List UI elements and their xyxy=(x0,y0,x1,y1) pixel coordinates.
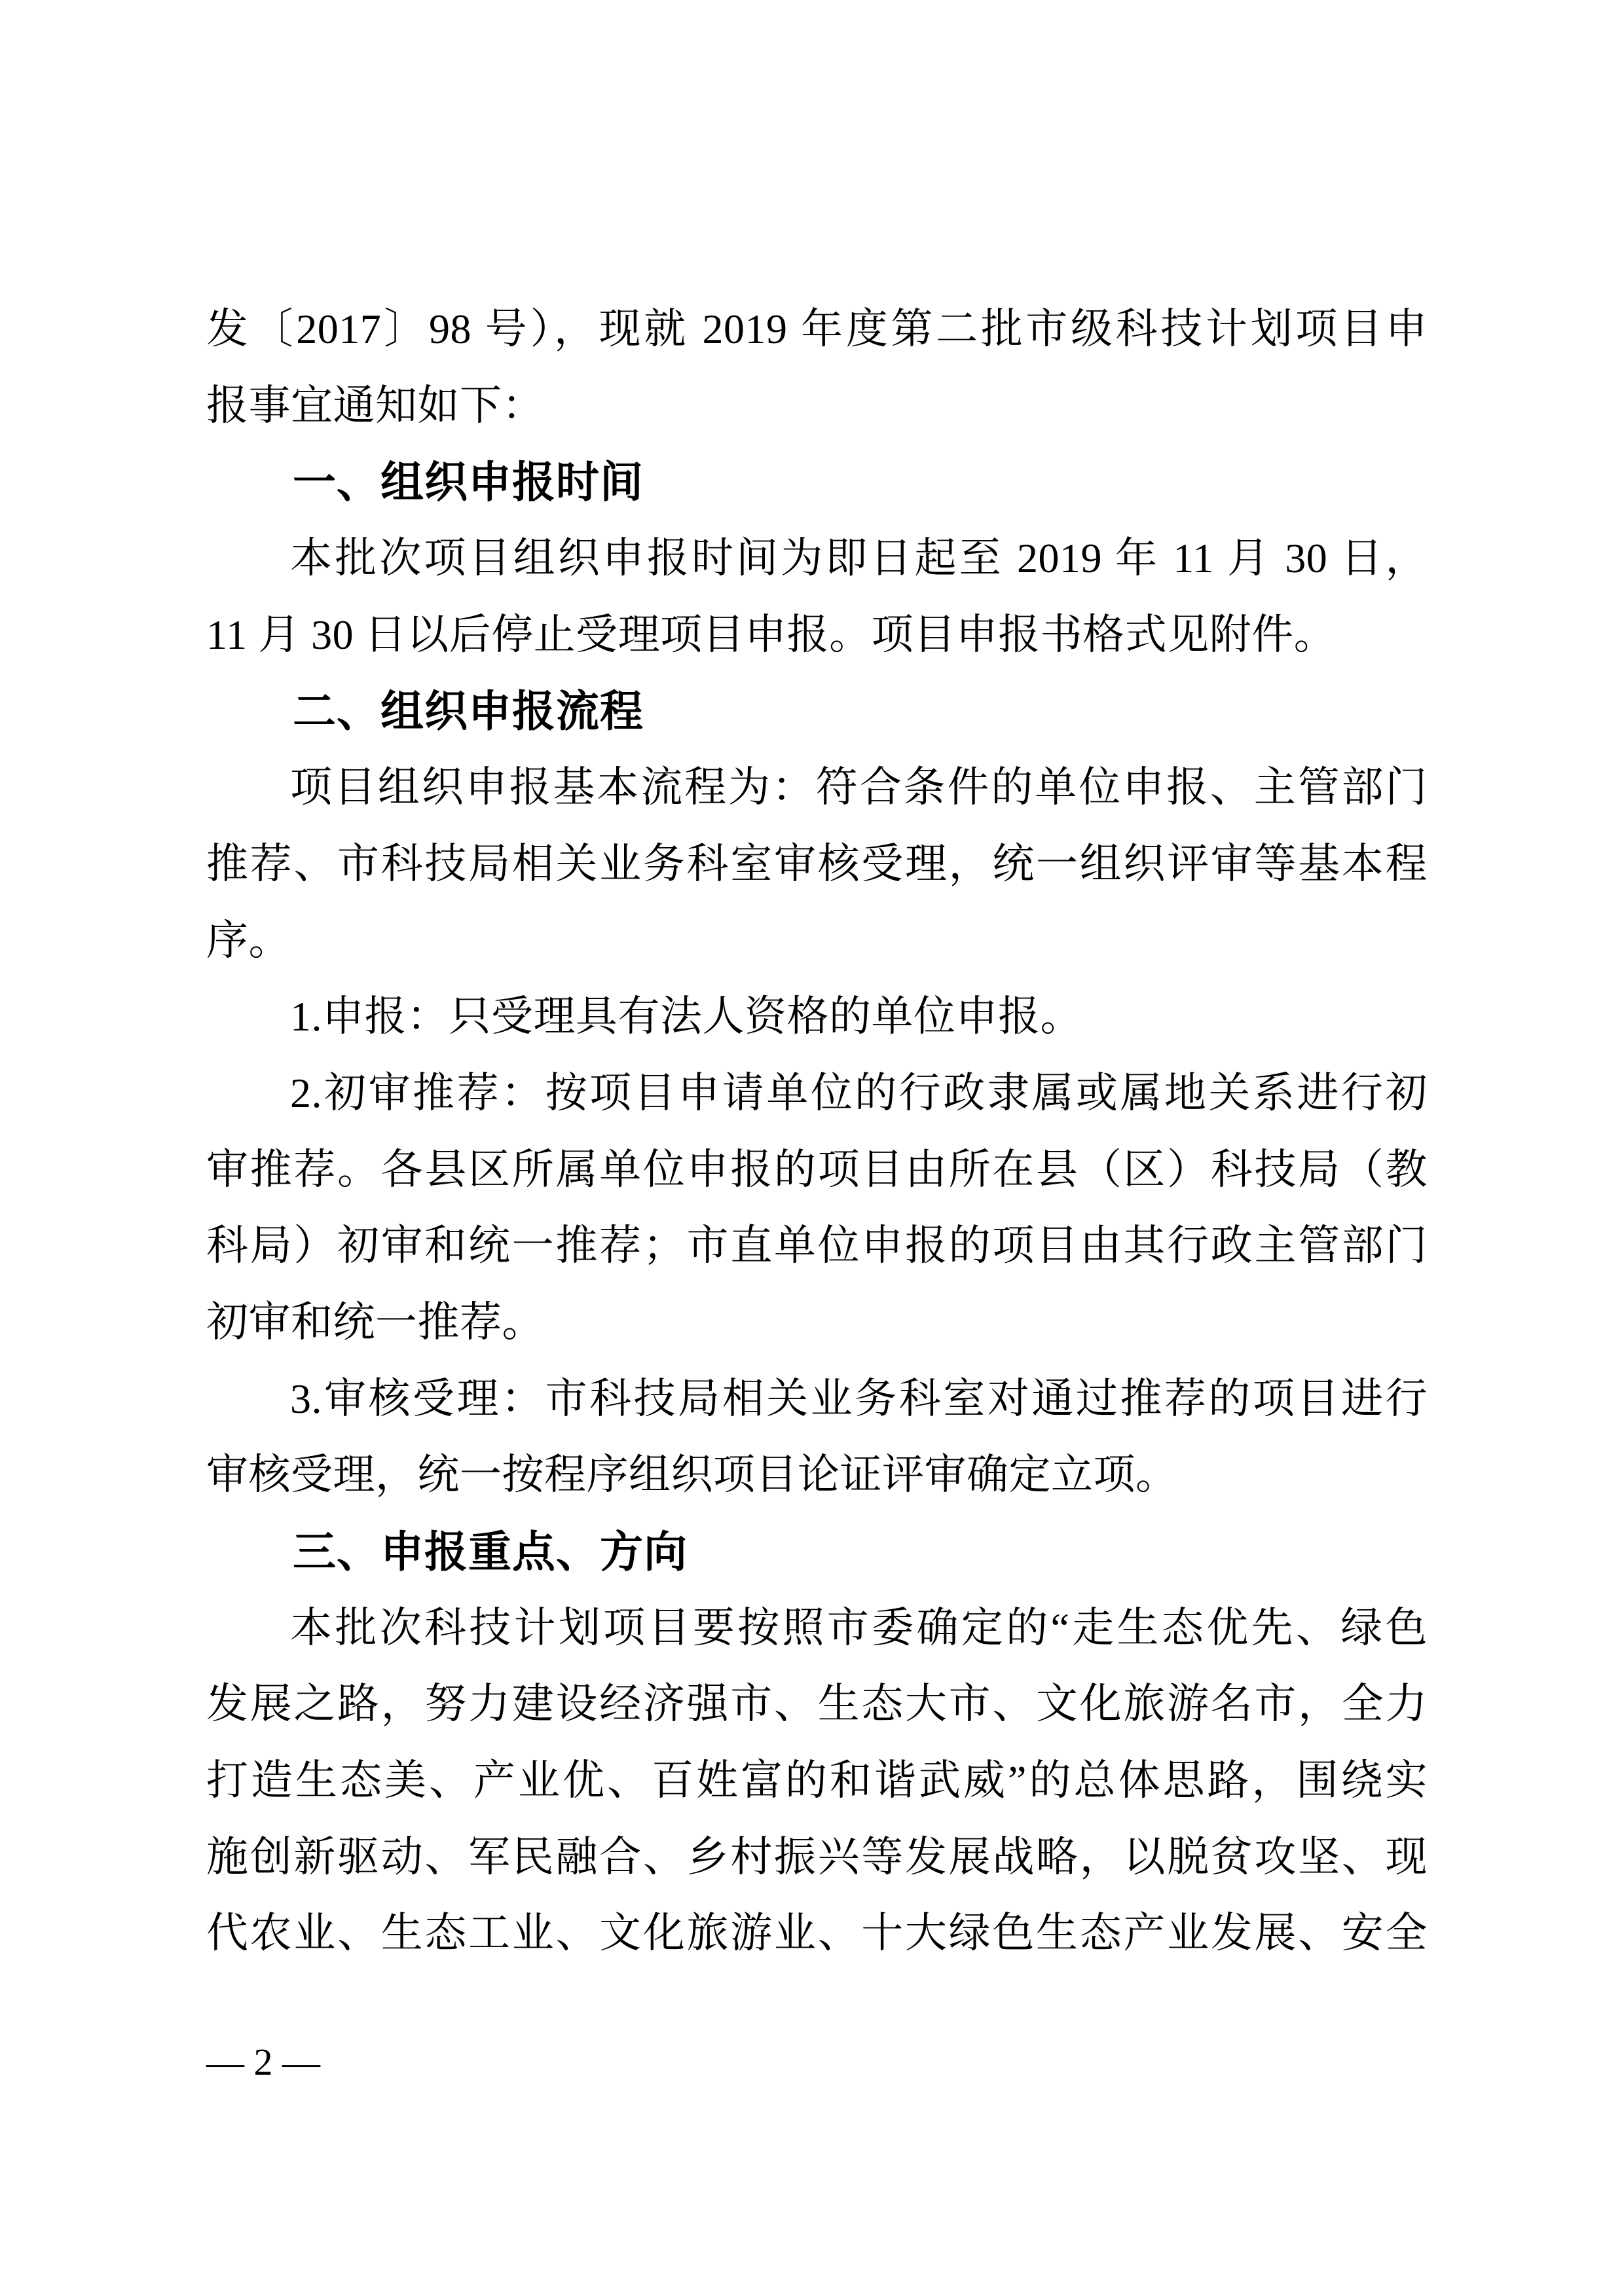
text-line: 施创新驱动、军民融合、乡村振兴等发展战略，以脱贫攻坚、现 xyxy=(206,1833,1428,1880)
text-line: 11 月 30 日以后停止受理项目申报。项目申报书格式见附件。 xyxy=(206,611,1337,658)
section-heading-1: 一、组织申报时间 xyxy=(293,458,644,507)
text-line: 报事宜通知如下： xyxy=(206,382,544,429)
text-line: 本批次科技计划项目要按照市委确定的“走生态优先、绿色 xyxy=(290,1604,1428,1651)
section-heading-3: 三、申报重点、方向 xyxy=(293,1527,688,1576)
text-line: 科局）初审和统一推荐；市直单位申报的项目由其行政主管部门 xyxy=(206,1222,1428,1269)
text-line: 审核受理，统一按程序组织项目论证评审确定立项。 xyxy=(206,1451,1178,1499)
text-line: 代农业、生态工业、文化旅游业、十大绿色生态产业发展、安全 xyxy=(206,1910,1428,1957)
text-line: 3.审核受理：市科技局相关业务科室对通过推荐的项目进行 xyxy=(290,1375,1428,1422)
section-heading-2: 二、组织申报流程 xyxy=(293,687,644,736)
page-number: — 2 — xyxy=(206,2041,320,2083)
text-line: 2.初审推荐：按项目申请单位的行政隶属或属地关系进行初 xyxy=(290,1069,1428,1116)
text-line: 审推荐。各县区所属单位申报的项目由所在县（区）科技局（教 xyxy=(206,1146,1428,1193)
text-line: 发展之路，努力建设经济强市、生态大市、文化旅游名市，全力 xyxy=(206,1681,1428,1728)
text-line: 本批次项目组织申报时间为即日起至 2019 年 11 月 30 日， xyxy=(290,535,1428,582)
text-line: 推荐、市科技局相关业务科室审核受理，统一组织评审等基本程 xyxy=(206,840,1428,887)
text-line: 项目组织申报基本流程为：符合条件的单位申报、主管部门 xyxy=(290,764,1428,811)
text-line: 1.申报：只受理具有法人资格的单位申报。 xyxy=(290,993,1082,1040)
text-line: 发〔2017〕98 号），现就 2019 年度第二批市级科技计划项目申 xyxy=(206,306,1428,352)
text-line: 打造生态美、产业优、百姓富的和谐武威”的总体思路，围绕实 xyxy=(206,1757,1428,1804)
text-line: 序。 xyxy=(206,917,291,964)
text-line: 初审和统一推荐。 xyxy=(206,1298,544,1345)
document-lines xyxy=(206,291,1428,1972)
